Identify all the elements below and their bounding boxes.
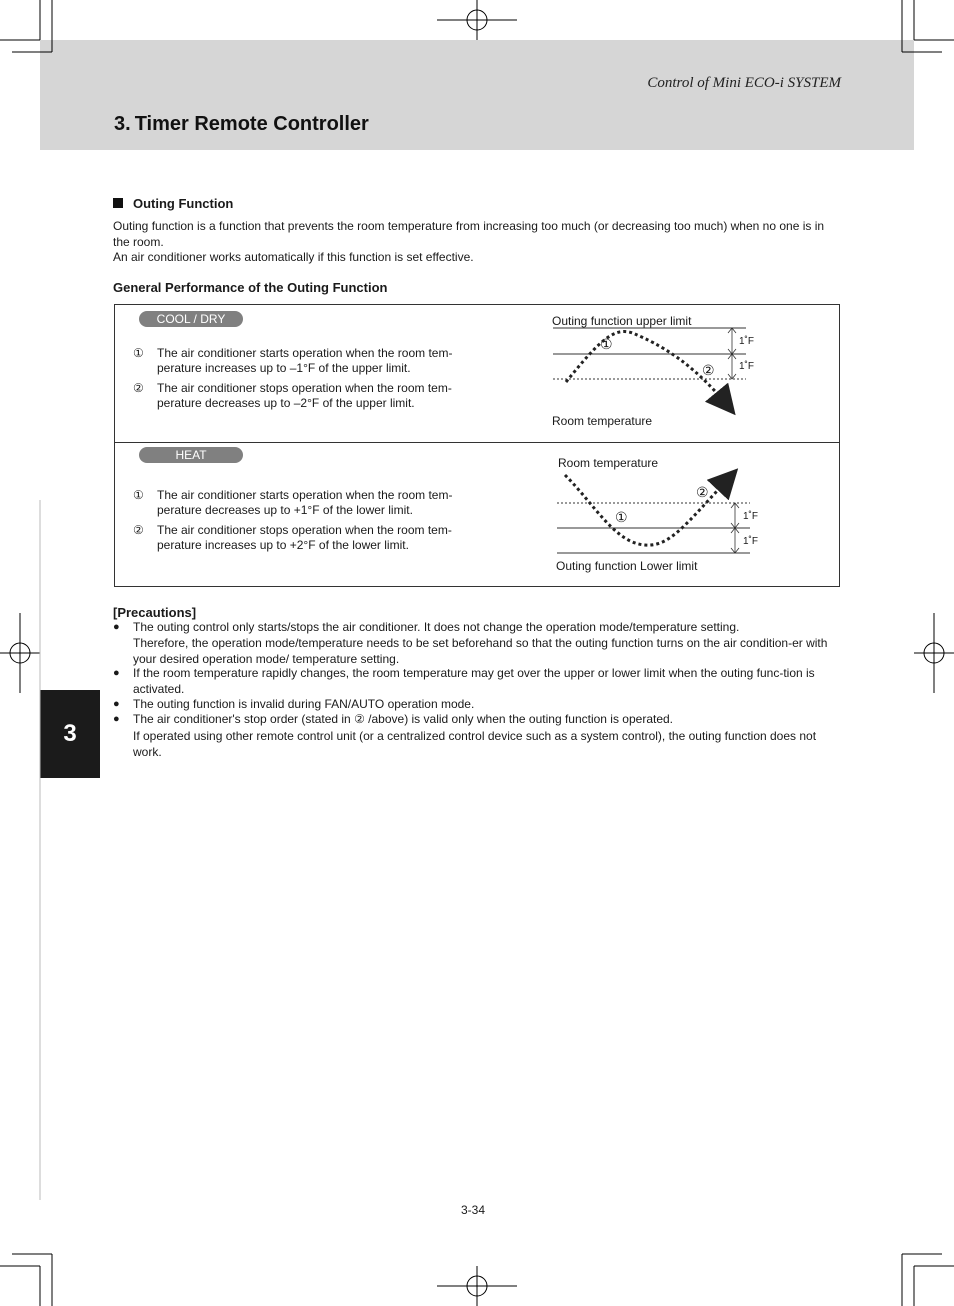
precaution-continuation-text: Therefore, the operation mode/temperature needs to be set beforehand so that the outing function turns on the air condition-er with your desired operation mode/ temperature setting.	[133, 636, 828, 666]
circled-two-marker: ②	[133, 381, 144, 395]
cool-dry-item-1-text: The air conditioner starts operation when the room tem-perature increases up to –1°F of the upper limit.	[157, 346, 453, 375]
heat-item-2-text: The air conditioner stops operation when the room tem-perature increases up to +2°F of the lower limit.	[157, 523, 452, 552]
circled-one-marker: ①	[133, 346, 144, 360]
bullet-icon: ●	[113, 621, 120, 633]
heat-diagram-room-temp-label: Room temperature	[558, 456, 659, 470]
bullet-icon: ●	[113, 713, 120, 725]
cool-diagram-unit-1: 1˚F	[739, 336, 754, 347]
chapter-tab: 3	[40, 690, 100, 778]
general-performance-heading: General Performance of the Outing Function	[113, 280, 388, 295]
cool-diagram-unit-2: 1˚F	[739, 361, 754, 372]
heat-diagram-lower-limit-label: Outing function Lower limit	[556, 559, 698, 573]
cool-dry-mode-badge: COOL / DRY	[139, 311, 243, 327]
section-title: Timer Remote Controller	[134, 113, 369, 135]
precaution-text: The outing function is invalid during FAN/AUTO operation mode.	[133, 697, 475, 711]
heat-diagram-marker-1: ①	[615, 509, 628, 525]
intro-paragraph: An air conditioner works automatically if this function is set effective.	[113, 250, 474, 264]
bullet-icon: ●	[113, 667, 120, 679]
cool-diagram-room-temp-label: Room temperature	[552, 414, 653, 428]
heat-diagram-unit-2: 1˚F	[743, 536, 758, 547]
heat-mode-badge: HEAT	[139, 447, 243, 463]
outing-function-heading-text: Outing Function	[133, 196, 234, 211]
precaution-text: The outing control only starts/stops the air conditioner. It does not change the operation mode/temperature setting.	[133, 620, 740, 634]
heat-diagram-unit-1: 1˚F	[743, 511, 758, 522]
circled-two-marker: ②	[133, 523, 144, 537]
precaution-text: If the room temperature rapidly changes, the room temperature may get over the upper or lower limit when the outing func-tion is activated.	[133, 666, 815, 696]
cool-diagram-marker-2: ②	[702, 362, 715, 378]
circled-one-marker: ①	[133, 488, 144, 502]
cool-dry-item-2-text: The air conditioner stops operation when the room tem-perature decreases up to –2°F of the upper limit.	[157, 381, 452, 410]
precautions-heading: [Precautions]	[113, 605, 197, 620]
heat-diagram-marker-2: ②	[696, 484, 709, 500]
bullet-icon: ●	[113, 698, 120, 710]
section-number: 3.	[114, 113, 131, 135]
precaution-text: The air conditioner's stop order (stated in ② /above) is valid only when the outing function is operated.	[133, 712, 674, 726]
page-number: 3-34	[460, 1203, 486, 1217]
precaution-continuation-text: If operated using other remote control unit (or a centralized control device such as a system control), the outing function does not work.	[133, 729, 817, 759]
cool-diagram-marker-1: ①	[600, 336, 613, 352]
intro-paragraph: Outing function is a function that prevents the room temperature from increasing too much (or decreasing too much) when no one is in the room.	[113, 219, 825, 249]
system-name: Control of Mini ECO-i SYSTEM	[647, 75, 841, 91]
cool-diagram-upper-limit-label: Outing function upper limit	[552, 314, 692, 328]
heat-item-1-text: The air conditioner starts operation when the room tem-perature decreases up to +1°F of the lower limit.	[157, 488, 453, 517]
